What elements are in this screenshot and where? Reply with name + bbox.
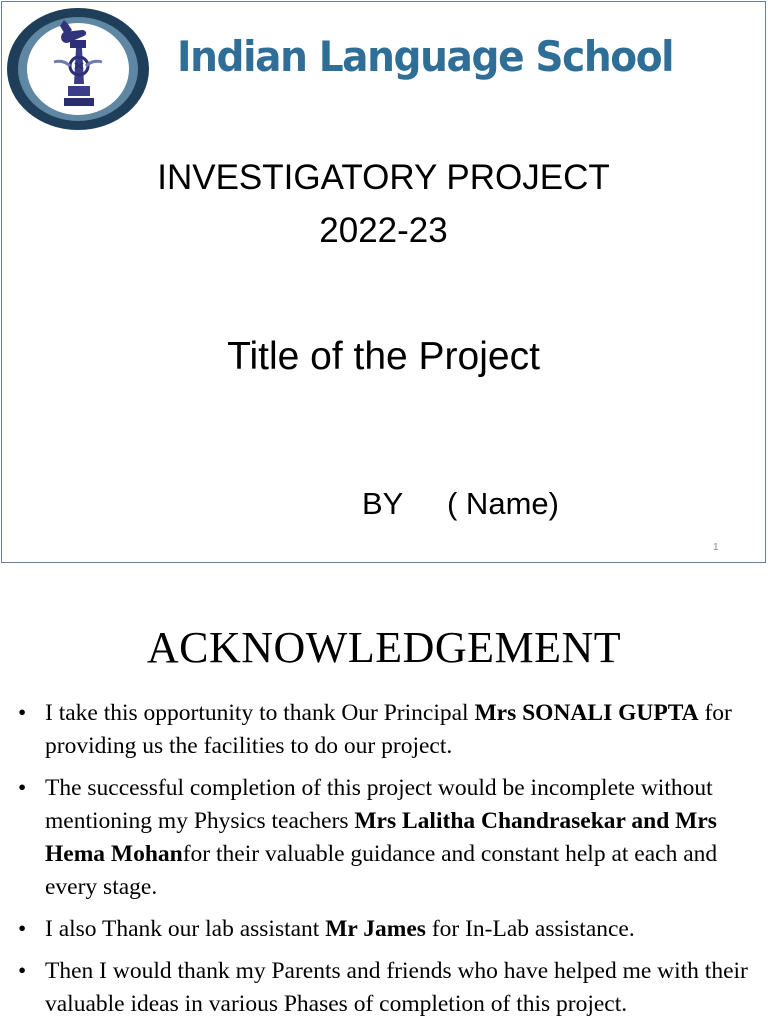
project-heading: INVESTIGATORY PROJECT	[157, 158, 610, 197]
bullet-icon: •	[18, 958, 27, 984]
bullet-text: Then I would thank my Parents and friends who have helped me with their valuable ideas in various Phases of completion of this project.	[45, 958, 748, 1017]
bullet-icon: •	[18, 775, 27, 801]
bullet-text: for In-Lab assistance.	[425, 916, 635, 942]
title-slide	[1, 1, 766, 563]
bullet-text: for their valuable guidance and constant help at each and every stage.	[45, 841, 718, 900]
author-name-placeholder: ( Name)	[447, 486, 559, 521]
bullet-text: The successful completion of this project would be incomplete without mentioning my Physics teachers	[45, 775, 713, 834]
bullet-text: I take this opportunity to thank Our Principal	[45, 700, 475, 726]
project-year: 2022-23	[319, 211, 448, 250]
bullet-text: for providing us the facilities to do our project.	[45, 700, 732, 759]
bullet-icon: •	[18, 916, 27, 942]
list-item	[18, 913, 758, 946]
by-label: BY	[362, 486, 404, 521]
bullet-bold-text: Mr James	[325, 916, 426, 942]
project-title: Title of the Project	[227, 335, 540, 378]
bullet-bold-text: Mrs SONALI GUPTA	[474, 700, 699, 726]
acknowledgement-heading: ACKNOWLEDGEMENT	[146, 623, 622, 672]
school-emblem-icon	[4, 6, 154, 132]
school-name: Indian Language School	[177, 32, 674, 81]
bullet-bold-text: Mrs Lalitha Chandrasekar and Mrs Hema Mohan	[45, 808, 717, 867]
list-item	[18, 955, 758, 1021]
bullet-icon: •	[18, 700, 27, 726]
list-item	[18, 697, 758, 763]
acknowledgement-list	[18, 697, 758, 1030]
list-item	[18, 772, 758, 904]
slide-number: 1	[713, 542, 719, 553]
bullet-text: I also Thank our lab assistant	[45, 916, 326, 942]
